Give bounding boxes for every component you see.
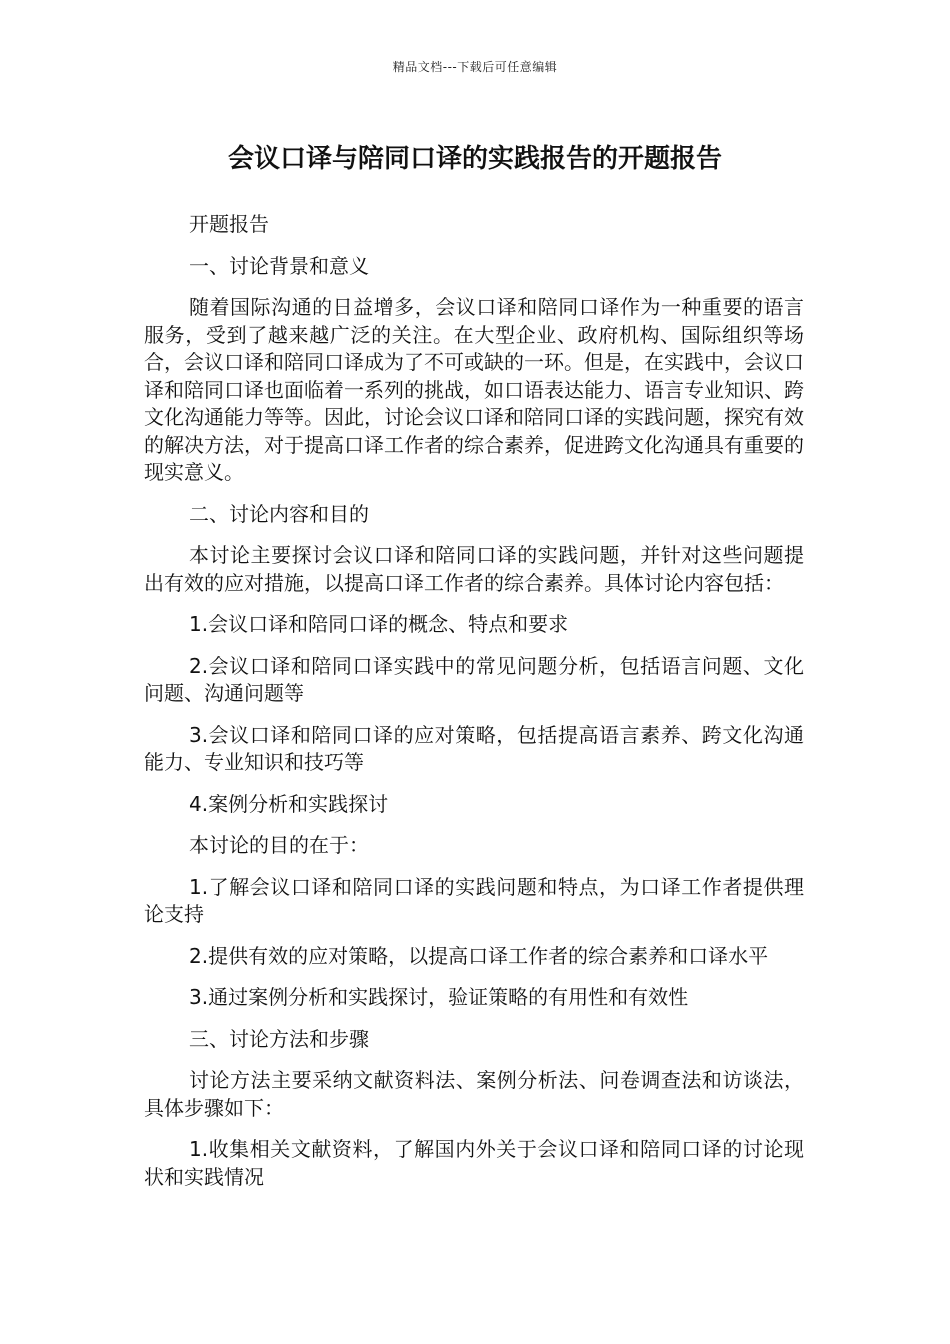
paragraph-background: 随着国际沟通的日益增多，会议口译和陪同口译作为一种重要的语言服务，受到了越来越广泛的关注。在大型企业、政府机构、国际组织等场合，会议口译和陪同口译成为了不可或缺的一环。但是，在实践中，会议口译和陪同口译也面临着一系列的挑战，如口语表达能力、语言专业知识、跨文化沟通能力等等。因此，讨论会议口译和陪同口译的实践问题，探究有效的解决方法，对于提高口译工作者的综合素养，促进跨文化沟通具有重要的现实意义。 (144, 295, 804, 484)
document-title: 会议口译与陪同口译的实践报告的开题报告 (227, 144, 722, 174)
document-body (144, 211, 804, 1205)
list-item-content-3: 3.会议口译和陪同口译的应对策略，包括提高语言素养、跨文化沟通能力、专业知识和技巧等 (144, 722, 804, 774)
list-item-purpose-2: 2.提供有效的应对策略，以提高口译工作者的综合素养和口译水平 (189, 943, 769, 968)
list-item-content-4: 4.案例分析和实践探讨 (189, 791, 389, 816)
paragraph-purpose-intro: 本讨论的目的在于： (189, 833, 369, 857)
section-heading-content: 二、讨论内容和目的 (189, 501, 369, 526)
paragraph-report-label: 开题报告 (189, 212, 269, 236)
section-heading-background: 一、讨论背景和意义 (189, 253, 369, 278)
list-item-purpose-1: 1.了解会议口译和陪同口译的实践问题和特点，为口译工作者提供理论支持 (144, 874, 804, 926)
header-note: 精品文档---下载后可任意编辑 (392, 60, 558, 74)
paragraph-content-intro: 本讨论主要探讨会议口译和陪同口译的实践问题，并针对这些问题提出有效的应对措施，以提高口译工作者的综合素养。具体讨论内容包括： (144, 543, 804, 595)
list-item-step-1: 1.收集相关文献资料，了解国内外关于会议口译和陪同口译的讨论现状和实践情况 (144, 1137, 804, 1189)
section-heading-methods: 三、讨论方法和步骤 (189, 1026, 369, 1051)
list-item-content-1: 1.会议口译和陪同口译的概念、特点和要求 (189, 612, 569, 636)
list-item-content-2: 2.会议口译和陪同口译实践中的常见问题分析，包括语言问题、文化问题、沟通问题等 (144, 653, 804, 705)
paragraph-methods: 讨论方法主要采纳文献资料法、案例分析法、问卷调查法和访谈法，具体步骤如下： (144, 1068, 804, 1120)
list-item-purpose-3: 3.通过案例分析和实践探讨，验证策略的有用性和有效性 (189, 985, 689, 1009)
